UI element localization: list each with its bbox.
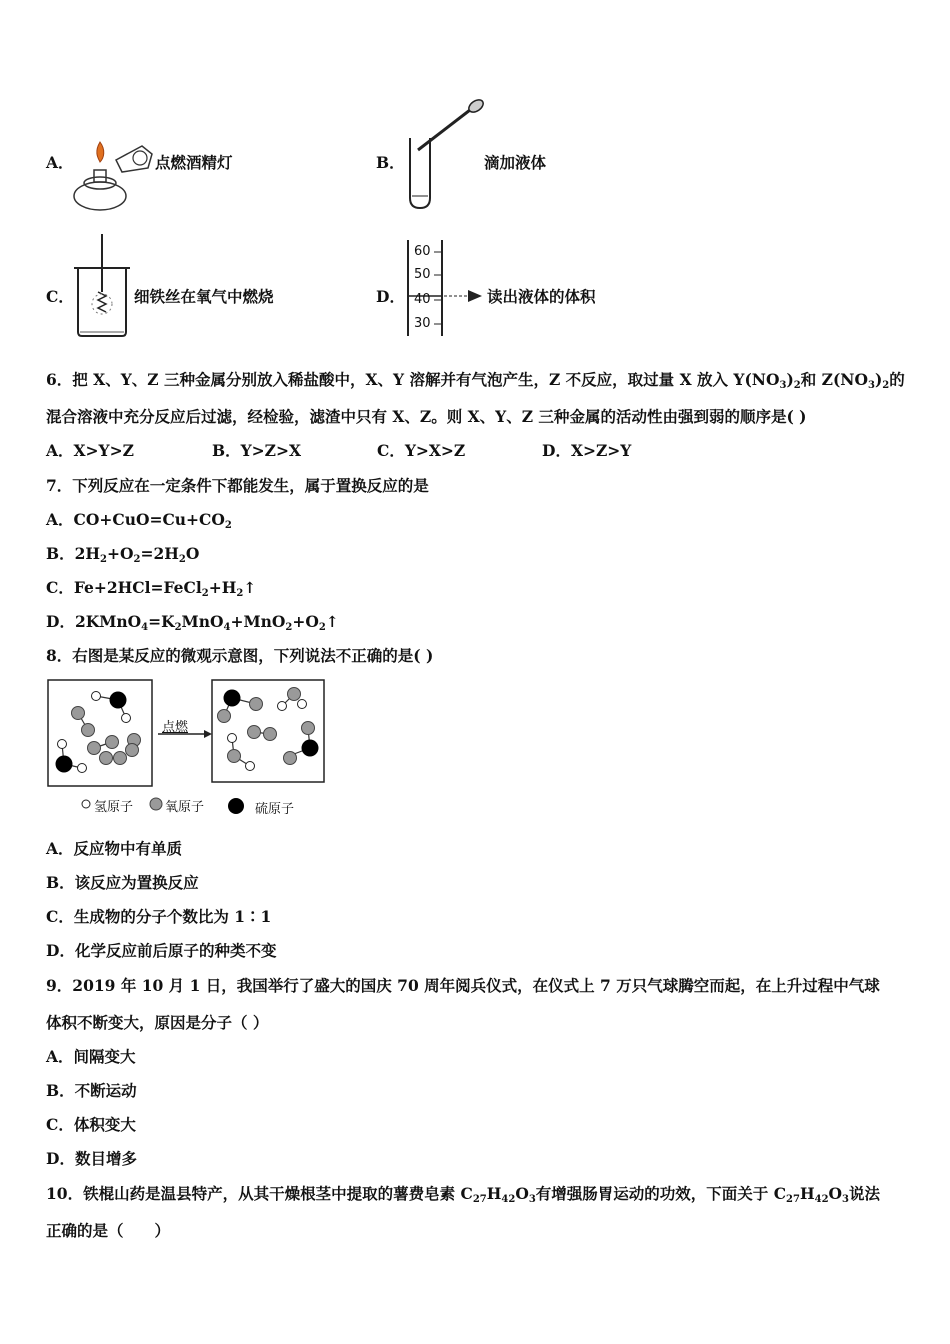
hydrogen-legend-icon xyxy=(82,800,90,808)
q10-stem-line2: 正确的是（ ） xyxy=(46,1221,171,1240)
option-letter: A． xyxy=(46,153,74,172)
sulfur-atom xyxy=(224,690,241,707)
alcohol-lamp-icon xyxy=(72,138,162,213)
q9-option-a[interactable]: A．间隔变大 xyxy=(46,1047,136,1066)
oxygen-atom xyxy=(288,688,301,701)
sulfur-atom xyxy=(56,756,73,773)
q9-stem-line1: 9．2019 年 10 月 1 日，我国举行了盛大的国庆 70 周年阅兵仪式，在仪式上 7 万只气球腾空而起，在上升过程中气球 xyxy=(46,976,880,995)
option-letter: C． xyxy=(46,287,74,306)
legend-sulfur: 硫原子 xyxy=(255,802,295,817)
oxygen-atom xyxy=(250,698,263,711)
q6-option-b[interactable]: B．Y>Z>X xyxy=(212,441,301,460)
hydrogen-atom xyxy=(122,714,131,723)
cylinder-tick: 60 xyxy=(414,244,431,259)
sulfur-atom xyxy=(302,740,319,757)
q6-stem-line2: 混合溶液中充分反应后过滤，经检验，滤渣中只有 X、Z。则 X、Y、Z 三种金属的活动性由强到弱的顺序是( ) xyxy=(46,407,807,426)
hydrogen-atom xyxy=(298,700,307,709)
option-letter: B． xyxy=(376,153,405,172)
arrow-label: 点燃 xyxy=(162,720,189,735)
q8-option-b[interactable]: B．该反应为置换反应 xyxy=(46,873,199,892)
q9-option-c[interactable]: C．体积变大 xyxy=(46,1115,136,1134)
oxygen-atom xyxy=(228,750,241,763)
q10-stem-line1: 10．铁棍山药是温县特产，从其干燥根茎中提取的薯费皂素 $C_{27}H_{42}O_3$有增强肠胃运动的功效，下面关于 $C_{27}H_{42}O_3$说法 xyxy=(46,1184,881,1205)
hydrogen-atom xyxy=(92,692,101,701)
hydrogen-atom xyxy=(58,740,67,749)
q6-option-d[interactable]: D．X>Z>Y xyxy=(542,441,632,460)
oxygen-legend-icon xyxy=(150,798,162,810)
oxygen-atom xyxy=(72,707,85,720)
option-letter: D． xyxy=(376,287,405,306)
option-text: 细铁丝在氧气中燃烧 xyxy=(134,287,274,306)
oxygen-atom xyxy=(114,752,127,765)
hydrogen-atom xyxy=(228,734,237,743)
oxygen-atom xyxy=(248,726,261,739)
q9-stem-line2: 体积不断变大，原因是分子（ ） xyxy=(46,1013,269,1032)
eye-sightline-icon xyxy=(444,288,484,304)
q8-option-c[interactable]: C．生成物的分子个数比为 1∶1 xyxy=(46,907,272,926)
q8-stem: 8．右图是某反应的微观示意图，下列说法不正确的是( ) xyxy=(46,646,434,665)
hydrogen-atom xyxy=(246,762,255,771)
q7-option-a[interactable]: A．$CO+CuO=Cu+CO_2$ xyxy=(46,510,232,531)
oxygen-atom xyxy=(82,724,95,737)
q7-option-d[interactable]: D．$2KMnO_4=K_2MnO_4+MnO_2+O_2↑$ xyxy=(46,612,339,633)
cylinder-tick: 40 xyxy=(414,292,431,307)
oxygen-atom xyxy=(302,722,315,735)
oxygen-atom xyxy=(100,752,113,765)
sulfur-legend-icon xyxy=(228,798,244,814)
legend-hydrogen: 氢原子 xyxy=(94,800,134,815)
option-text: 点燃酒精灯 xyxy=(155,153,233,172)
q7-option-c[interactable]: C．$Fe+2HCl=FeCl_2+H_2↑$ xyxy=(46,578,257,599)
sulfur-atom xyxy=(110,692,127,709)
oxygen-atom xyxy=(218,710,231,723)
hydrogen-atom xyxy=(278,702,287,711)
q9-option-d[interactable]: D．数目增多 xyxy=(46,1149,137,1168)
q6-stem-line1: 6．把 X、Y、Z 三种金属分别放入稀盐酸中，X、Y 溶解并有气泡产生，Z 不反应，取过量 X 放入 $Y(NO_3)_2$和 $Z(NO_3)_2$的 xyxy=(46,370,905,391)
q8-option-d[interactable]: D．化学反应前后原子的种类不变 xyxy=(46,941,277,960)
oxygen-atom xyxy=(88,742,101,755)
q7-stem: 7．下列反应在一定条件下都能发生，属于置换反应的是 xyxy=(46,476,429,495)
oxygen-atom xyxy=(284,752,297,765)
hydrogen-atom xyxy=(78,764,87,773)
reaction-diagram xyxy=(46,678,336,790)
cylinder-tick: 30 xyxy=(414,316,431,331)
oxygen-atom xyxy=(106,736,119,749)
q8-option-a[interactable]: A．反应物中有单质 xyxy=(46,839,183,858)
q7-option-b[interactable]: B．$2H_2+O_2=2H_2O$ xyxy=(46,544,200,565)
legend-oxygen: 氧原子 xyxy=(165,800,205,815)
cylinder-tick: 50 xyxy=(414,267,431,282)
iron-wire-combustion-icon xyxy=(72,232,134,340)
dropper-test-tube-icon xyxy=(400,98,490,213)
oxygen-atom xyxy=(126,744,139,757)
oxygen-atom xyxy=(264,728,277,741)
q6-option-c[interactable]: C．Y>X>Z xyxy=(377,441,466,460)
q6-option-a[interactable]: A．X>Y>Z xyxy=(46,441,134,460)
option-text: 读出液体的体积 xyxy=(487,287,596,306)
q9-option-b[interactable]: B．不断运动 xyxy=(46,1081,137,1100)
option-text: 滴加液体 xyxy=(484,153,547,172)
